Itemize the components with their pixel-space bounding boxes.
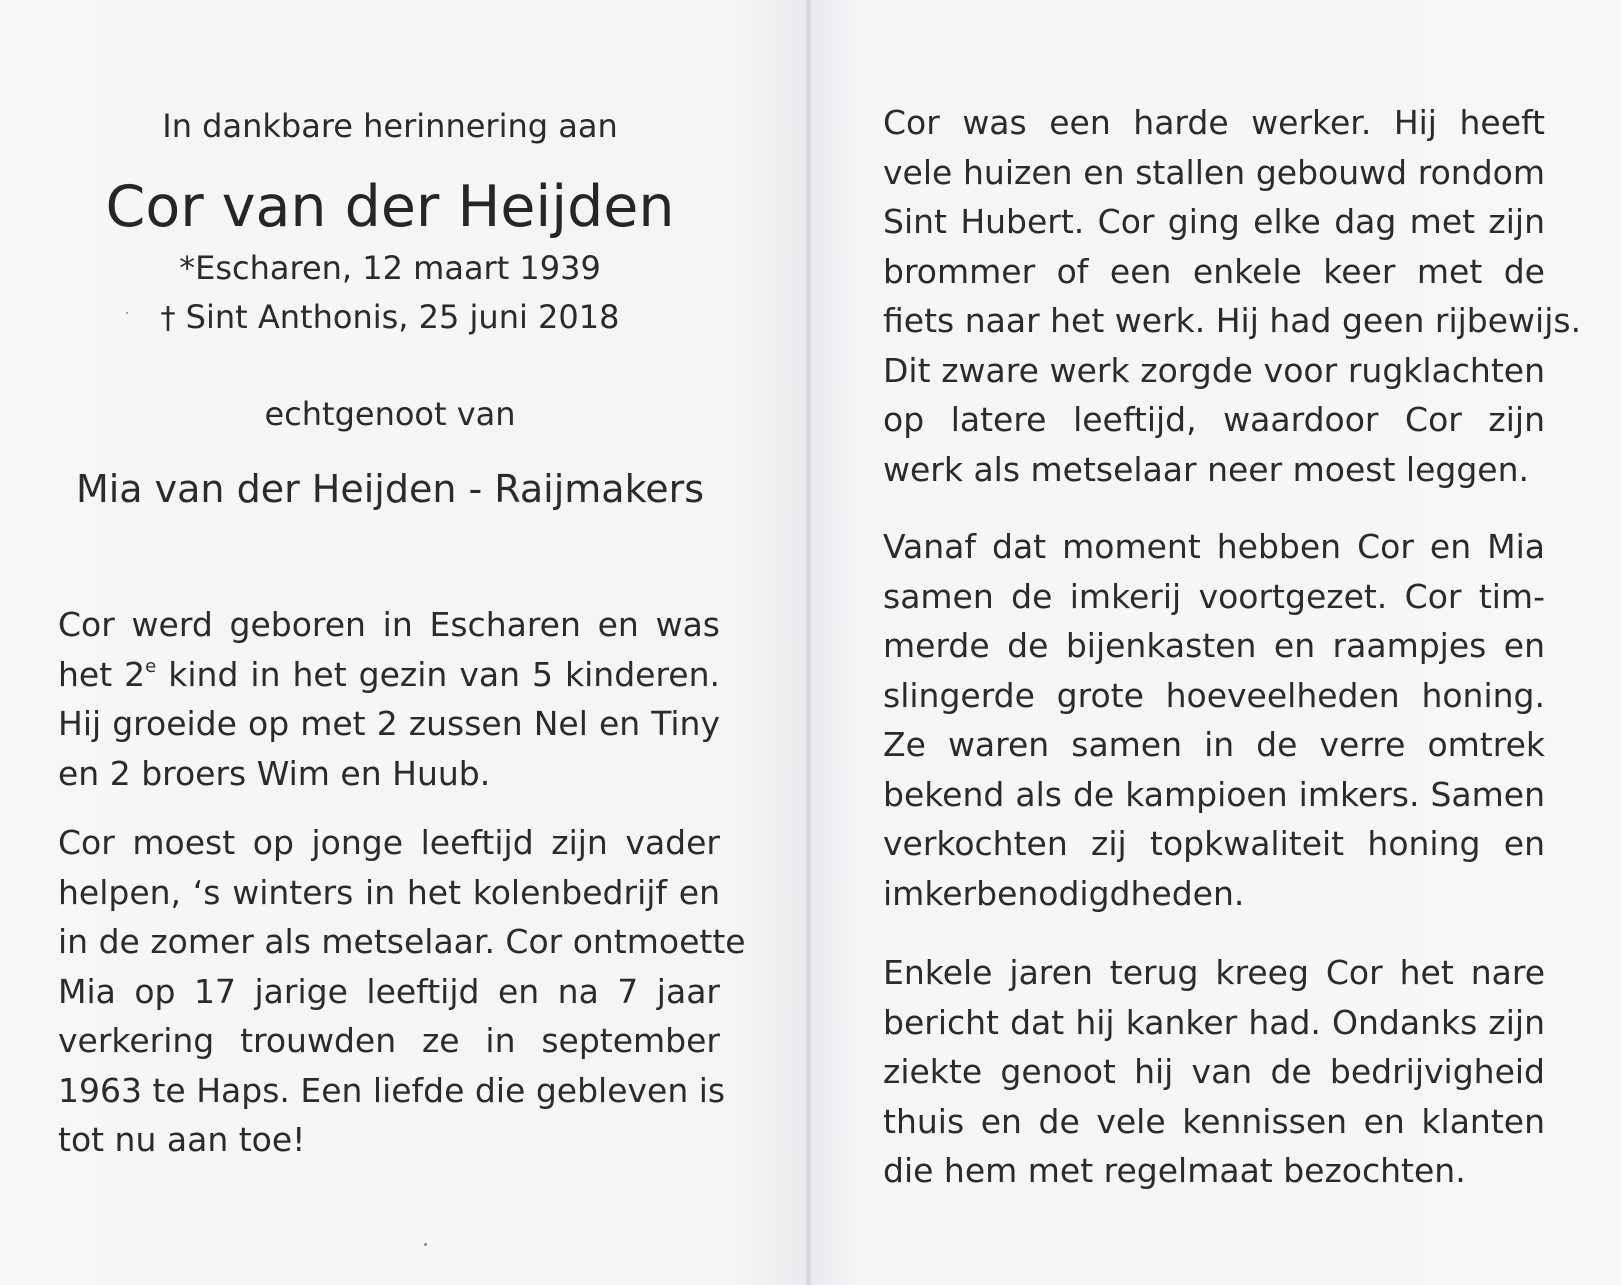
text-line: in de zomer als metselaar. Cor ontmoette <box>58 922 746 961</box>
text-line: Vanaf dat moment hebben Cor en Mia <box>883 527 1545 566</box>
text-line: Mia op 17 jarige leeftijd en na 7 jaar <box>58 971 720 1011</box>
right-paragraph-1 <box>883 98 1582 494</box>
text-line: tot nu aan toe! <box>58 1120 306 1159</box>
text-line: Cor werd geboren in Escharen en was <box>58 605 720 644</box>
spouse-name: Mia van der Heijden - Raijmakers <box>75 467 705 511</box>
birth-line: *Escharen, 12 maart 1939 <box>179 249 601 287</box>
text-line: bekend als de kampioen imkers. Samen <box>883 774 1545 814</box>
text-line: 1963 te Haps. Een liefde die gebleven is <box>58 1070 726 1110</box>
text-line: Sint Hubert. Cor ging elke dag met zijn <box>883 202 1545 241</box>
paper-speck <box>126 312 128 314</box>
death-text: Sint Anthonis, 25 juni 2018 <box>185 298 620 336</box>
text-line: bericht dat hij kanker had. Ondanks zijn <box>883 1002 1545 1042</box>
text-line: het 2e kind in het gezin van 5 kinderen. <box>58 654 720 694</box>
text-line: verkering trouwden ze in september <box>58 1021 720 1060</box>
text-line: brommer of een enkele keer met de <box>883 251 1545 291</box>
intro-text: In dankbare herinnering aan <box>162 107 618 145</box>
text-line: vele huizen en stallen gebouwd rondom <box>883 152 1545 192</box>
text-line: Cor moest op jonge leeftijd zijn vader <box>58 823 720 862</box>
text-line: samen de imkerij voortgezet. Cor tim- <box>883 576 1545 616</box>
text-line: thuis en de vele kennissen en klanten <box>883 1101 1545 1141</box>
text-line: die hem met regelmaat bezochten. <box>883 1151 1466 1190</box>
text-line: imkerbenodigdheden. <box>883 873 1245 913</box>
text-line: werk als metselaar neer moest leggen. <box>883 449 1529 489</box>
death-line <box>60 295 720 341</box>
text-line: slingerde grote hoeveelheden honing. <box>883 675 1545 715</box>
text-line: Enkele jaren terug kreeg Cor het nare <box>883 953 1545 992</box>
text-line: ziekte genoot hij van de bedrijvigheid <box>883 1052 1545 1091</box>
text-line: Cor was een harde werker. Hij heeft <box>883 103 1545 142</box>
left-paragraph-2 <box>58 818 746 1165</box>
deceased-name: Cor van der Heijden <box>105 174 675 240</box>
text-line: Dit zware werk zorgde voor rugklachten <box>883 350 1545 390</box>
text-line: fiets naar het werk. Hij had geen rijbewijs. <box>883 301 1582 340</box>
right-paragraph-2 <box>883 522 1545 918</box>
text-line: merde de bijenkasten en raampjes en <box>883 626 1545 665</box>
spouse-label: echtgenoot van <box>264 395 516 433</box>
ordinal-superscript: e <box>145 655 157 677</box>
text-line: verkochten zij topkwaliteit honing en <box>883 824 1545 863</box>
text-line: op latere leeftijd, waardoor Cor zijn <box>883 400 1545 439</box>
text-line: Ze waren samen in de verre omtrek <box>883 725 1545 764</box>
text-line: Hij groeide op met 2 zussen Nel en Tiny <box>58 704 720 743</box>
paper-speck <box>424 1243 427 1246</box>
left-paragraph-1 <box>58 600 720 798</box>
text-line: helpen, ‘s winters in het kolenbedrijf en <box>58 872 720 912</box>
cross-icon: † <box>160 301 176 336</box>
text-line: en 2 broers Wim en Huub. <box>58 753 491 793</box>
right-paragraph-3 <box>883 948 1545 1196</box>
